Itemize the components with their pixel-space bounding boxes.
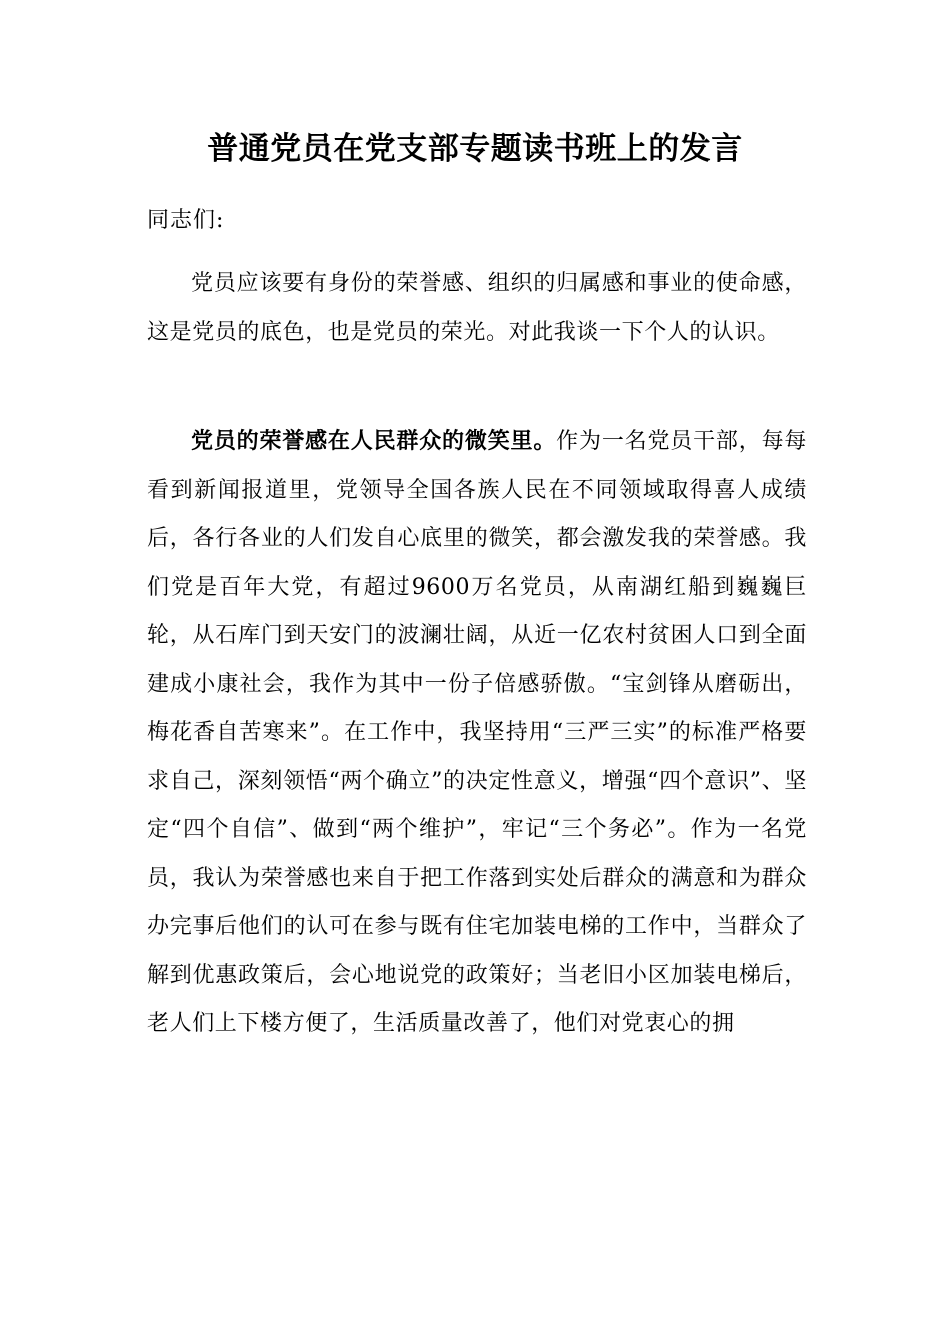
- salutation: 同志们:: [147, 208, 225, 233]
- paragraph-intro: 党员应该要有身份的荣誉感、组织的归属感和事业的使命感，这是党员的底色，也是党员的荣光。对此我谈一下个人的认识。: [147, 271, 807, 345]
- paragraph-honor: [147, 417, 807, 1049]
- paragraph-body: 作为一名党员干部，每每看到新闻报道里，党领导全国各族人民在不同领域取得喜人成绩后，各行各业的人们发自心底里的微笑，都会激发我的荣誉感。我们党是百年大党，有超过9600万名党员，从南湖红船到巍巍巨轮，从石库门到天安门的波澜壮阔，从近一亿农村贫困人口到全面建成小康社会，我作为其中一份子倍感骄傲。“宝剑锋从磨砺出，梅花香自苦寒来”。在工作中，我坚持用“三严三实”的标准严格要求自己，深刻领悟“两个确立”的决定性意义，增强“四个意识”、坚定“四个自信”、做到“两个维护”，牢记“三个务必”。作为一名党员，我认为荣誉感也来自于把工作落到实处后群众的满意和为群众办完事后他们的认可在参与既有住宅加装电梯的工作中，当群众了解到优惠政策后，会心地说党的政策好；当老旧小区加装电梯后，老人们上下楼方便了，生活质量改善了，他们对党衷心的拥: [147, 429, 807, 1036]
- document-title: 普通党员在党支部专题读书班上的发言: [207, 131, 743, 167]
- paragraph-lead-heading: 党员的荣誉感在人民群众的微笑里。: [191, 428, 557, 454]
